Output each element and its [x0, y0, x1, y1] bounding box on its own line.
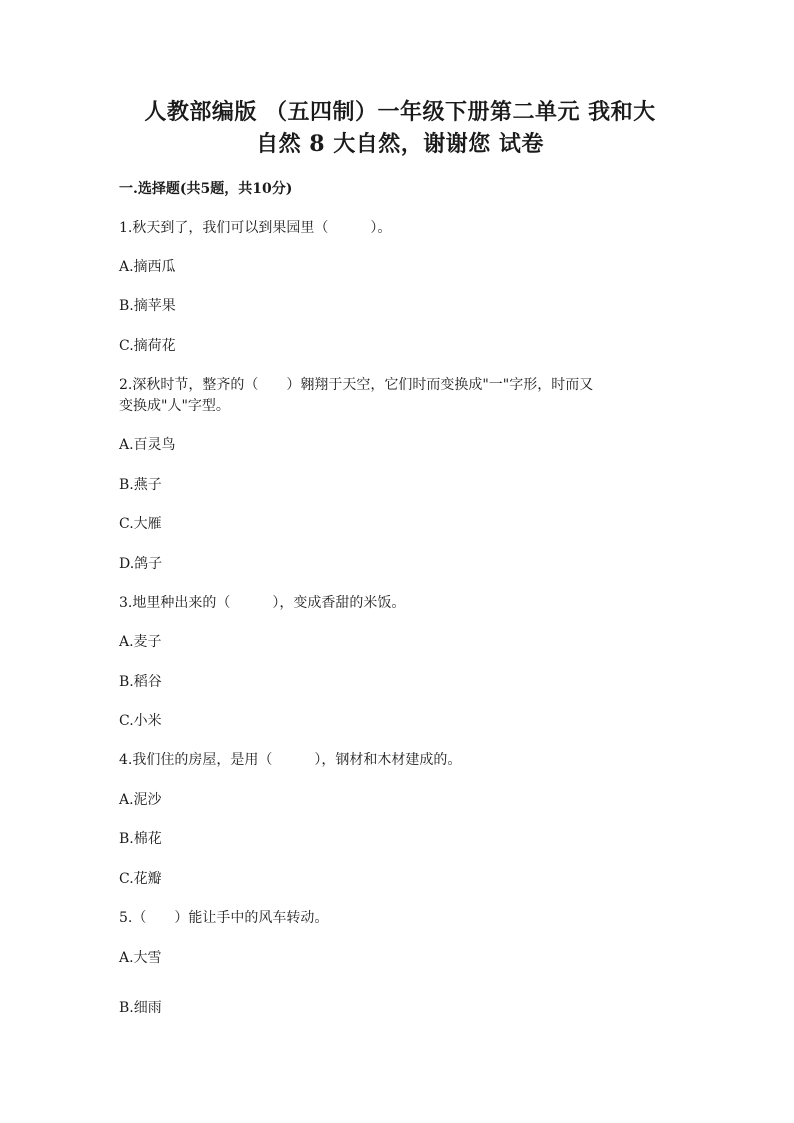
question-1: 1.秋天到了，我们可以到果园里（ ）。: [119, 220, 392, 236]
page-title-line1: 人教部编版 （五四制）一年级下册第二单元 我和大: [144, 99, 656, 125]
question-5-option-b[interactable]: B.细雨: [119, 1000, 162, 1016]
question-4: 4.我们住的房屋，是用（ ），钢材和木材建成的。: [119, 752, 462, 768]
question-1-option-a[interactable]: A.摘西瓜: [119, 259, 176, 275]
question-2-line2: 变换成"人"字型。: [119, 398, 230, 414]
question-2-option-b[interactable]: B.燕子: [119, 477, 162, 493]
question-1-option-c[interactable]: C.摘荷花: [119, 338, 176, 354]
question-5-option-a[interactable]: A.大雪: [119, 950, 162, 966]
question-4-option-c[interactable]: C.花瓣: [119, 871, 162, 887]
question-3: 3.地里种出来的（ ），变成香甜的米饭。: [119, 595, 406, 611]
question-1-option-b[interactable]: B.摘苹果: [119, 298, 176, 314]
section-heading: 一.选择题(共5题，共10分): [119, 181, 293, 197]
question-4-option-b[interactable]: B.棉花: [119, 831, 162, 847]
question-2-option-d[interactable]: D.鸽子: [119, 556, 163, 572]
question-5: 5.（ ）能让手中的风车转动。: [119, 910, 329, 926]
page-title-line2: 自然 8 大自然，谢谢您 试卷: [256, 131, 544, 157]
question-3-option-a[interactable]: A.麦子: [119, 634, 162, 650]
question-4-option-a[interactable]: A.泥沙: [119, 792, 162, 808]
question-3-option-c[interactable]: C.小米: [119, 713, 162, 729]
question-3-option-b[interactable]: B.稻谷: [119, 674, 162, 690]
question-2-option-a[interactable]: A.百灵鸟: [119, 437, 176, 453]
question-2-line1: 2.深秋时节，整齐的（ ）翱翔于天空，它们时而变换成"一"字形，时而又: [119, 377, 594, 393]
question-2-option-c[interactable]: C.大雁: [119, 516, 162, 532]
